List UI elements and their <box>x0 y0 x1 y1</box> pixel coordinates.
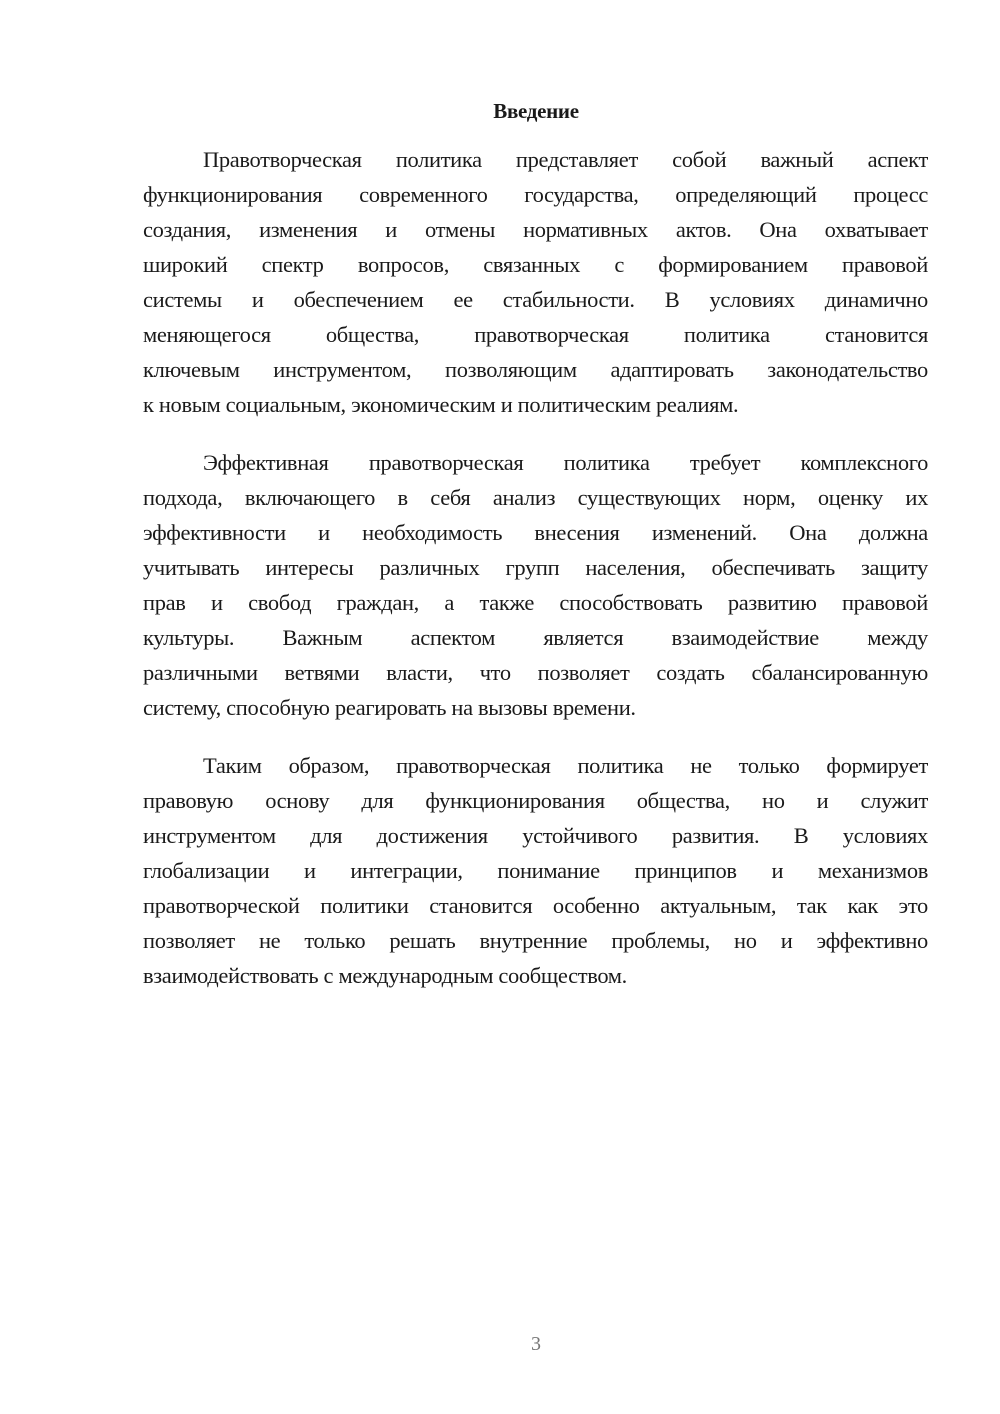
paragraph-line: создания, изменения и отмены нормативных актов. Она охватывает <box>143 217 928 242</box>
paragraph-line: функционирования современного государства, определяющий процесс <box>143 182 928 207</box>
paragraph-line: меняющегося общества, правотворческая политика становится <box>143 322 928 347</box>
paragraph-line: правотворческой политики становится особенно актуальным, так как это <box>143 893 928 918</box>
paragraph-line: широкий спектр вопросов, связанных с формированием правовой <box>143 252 928 277</box>
paragraph-line: Таким образом, правотворческая политика не только формирует <box>203 753 928 778</box>
paragraph-line: Правотворческая политика представляет собой важный аспект <box>203 147 928 172</box>
paragraph-line: глобализации и интеграции, понимание принципов и механизмов <box>143 858 928 883</box>
section-title: Введение <box>493 99 579 123</box>
paragraph-line: системы и обеспечением ее стабильности. В условиях динамично <box>143 287 928 312</box>
paragraph-line: прав и свобод граждан, а также способствовать развитию правовой <box>143 590 928 615</box>
paragraph-line: к новым социальным, экономическим и политическим реалиям. <box>143 392 739 417</box>
paragraph-line: правовую основу для функционирования общества, но и служит <box>143 788 928 813</box>
paragraph-line: ключевым инструментом, позволяющим адаптировать законодательство <box>143 357 928 382</box>
paragraph-line: учитывать интересы различных групп населения, обеспечивать защиту <box>143 555 928 580</box>
paragraph-line: эффективности и необходимость внесения изменений. Она должна <box>143 520 928 545</box>
paragraph-line: различными ветвями власти, что позволяет создать сбалансированную <box>143 660 928 685</box>
paragraph-2 <box>143 445 928 725</box>
paragraph-line: позволяет не только решать внутренние проблемы, но и эффективно <box>143 928 928 953</box>
paragraph-line: Эффективная правотворческая политика требует комплексного <box>203 450 928 475</box>
paragraph-line: взаимодействовать с международным сообществом. <box>143 963 627 988</box>
paragraph-line: культуры. Важным аспектом является взаимодействие между <box>143 625 928 650</box>
paragraph-line: подхода, включающего в себя анализ существующих норм, оценку их <box>143 485 928 510</box>
page-number: 3 <box>531 1333 541 1355</box>
paragraph-3 <box>143 748 928 993</box>
paragraph-1 <box>143 142 928 422</box>
paragraph-line: инструментом для достижения устойчивого развития. В условиях <box>143 823 928 848</box>
paragraph-line: систему, способную реагировать на вызовы времени. <box>143 695 636 720</box>
